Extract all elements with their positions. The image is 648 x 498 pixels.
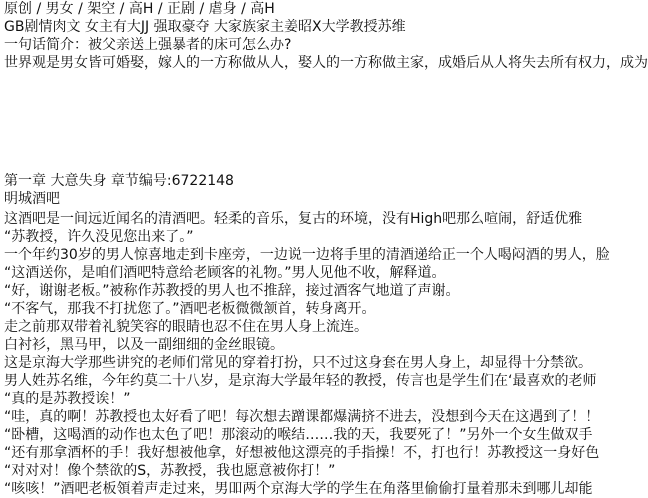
paragraph-line: “不客气，那我不打扰您了。”酒吧老板微微颔首，转身离开。 <box>4 301 376 317</box>
tags-line: 原创 / 男女 / 架空 / 高H / 正剧 / 虐身 / 高H <box>4 1 275 17</box>
genre-line: GB剧情肉文 女主有大JJ 强取豪夺 大家族家主姜昭X大学教授苏维 <box>4 19 406 35</box>
paragraph-line: “对对对！像个禁欲的S，苏教授，我也愿意被你打！” <box>4 463 336 479</box>
worldview-line: 世界观是男女皆可婚娶，嫁人的一方称做从人，娶人的一方称做主家，成婚后从人将失去所有权力，成为 <box>4 55 648 71</box>
paragraph-line: “好，谢谢老板。”被称作苏教授的男人也不推辞，接过酒客气地道了声谢。 <box>4 283 460 299</box>
paragraph-line: 这是京海大学那些讲究的老师们常见的穿着打扮，只不过这身套在男人身上，却显得十分禁欲。 <box>4 355 592 371</box>
paragraph-line: 白衬衫，黑马甲，以及一副细细的金丝眼镜。 <box>4 337 284 353</box>
paragraph-line: “卧槽，这喝酒的动作也太色了吧！那滚动的喉结……我的天，我要死了！”另外一个女生做双手 <box>4 427 593 443</box>
paragraph-line: 一个年约30岁的男人惊喜地走到卡座旁，一边说一边将手里的清酒递给正一个人喝闷酒的男人，脸 <box>4 247 610 263</box>
paragraph-line: “哇，真的啊！苏教授也太好看了吧！每次想去蹭课都爆满挤不进去，没想到今天在这遇到了！！ <box>4 409 600 425</box>
paragraph-line: 男人姓苏名维，今年约莫二十八岁，是京海大学最年轻的教授，传言也是学生们在‘最喜欢的老师 <box>4 373 597 389</box>
paragraph-line: “咳咳！”酒吧老板領着声走过来，男吅两个京海大学的学生在角落里偷偷打量着那未到哪儿却能 <box>4 481 593 497</box>
paragraph-line: “真的是苏教授诶！” <box>4 391 131 407</box>
summary-line: 一句话简介：被父亲送上强暴者的床可怎么办? <box>4 37 292 53</box>
paragraph-line: “这酒送你，是咱们酒吧特意给老顾客的礼物。”男人见他不收，解释道。 <box>4 265 446 281</box>
paragraph-line: “还有那拿酒杯的手！我好想被他拿，好想被他这漂亮的手指操！不，打也行！苏教授这一身好色 <box>4 445 600 461</box>
paragraph-line: 这酒吧是一间远近闻名的清酒吧。轻柔的音乐，复古的环境，没有High吧那么喧闹，舒适优雅 <box>4 211 583 227</box>
chapter-heading: 第一章 大意失身 章节编号:6722148 <box>4 173 234 189</box>
chapter-location: 明城酒吧 <box>4 191 60 207</box>
paragraph-line: “苏教授，许久没见您出来了。” <box>4 229 194 245</box>
paragraph-line: 走之前那双带着礼貌笑容的眼睛也忍不住在男人身上流连。 <box>4 319 368 335</box>
